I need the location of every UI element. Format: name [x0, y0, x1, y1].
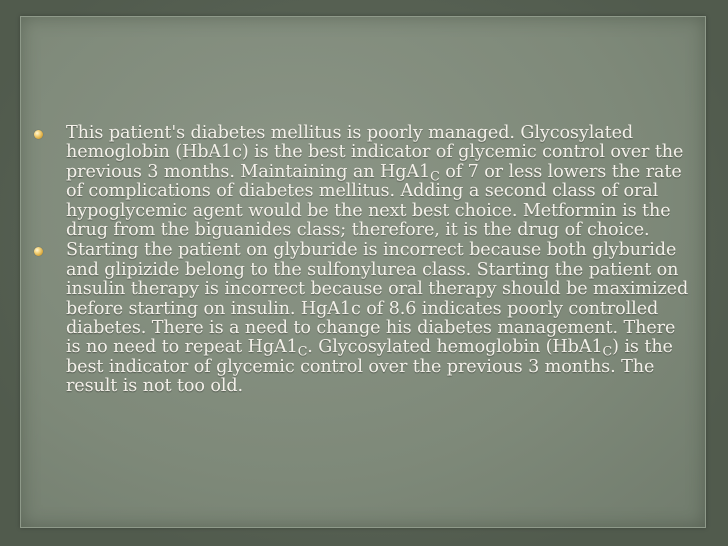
bullet-dot-icon: [34, 130, 43, 139]
text-run: This patient's diabetes mellitus is poorly managed. Glycosylated hemoglobin (HbA1c) is the best indicator of glycemic control over the previous 3 months. Maintaining an HgA1: [66, 123, 684, 182]
bullet-dot-icon: [34, 247, 43, 256]
bullet-item-1: [34, 124, 690, 240]
text-run: . Glycosylated hemoglobin (HbA1: [307, 337, 603, 358]
text-run: of 7 or less lowers the rate of complications of diabetes mellitus. Adding a second class of oral hypoglycemic agent would be the next best choice. Metformin is the drug from the biguanides class; therefore, it is the drug of choice.: [66, 161, 682, 241]
bullet-text: [66, 123, 683, 240]
subscript-c: C: [430, 168, 440, 184]
subscript-c: C: [602, 344, 613, 360]
text-run: Starting the patient on glyburide is incorrect because both glyburide and glipizide belong to the sulfonylurea class. Starting the patient on insulin therapy is incorrect because oral therapy should be maximized before starting on insulin. HgA1c of 8.6 indicates poorly controlled diabetes. There is a need to change his diabetes management. There is no need to repeat HgA1: [66, 240, 689, 358]
bullet-text: [66, 240, 688, 396]
bullet-item-2: [34, 241, 690, 396]
bullet-list: [34, 124, 690, 398]
subscript-c: C: [297, 344, 308, 360]
text-run: ) is the best indicator of glycemic control over the previous 3 months. The result is not too old.: [66, 337, 673, 397]
